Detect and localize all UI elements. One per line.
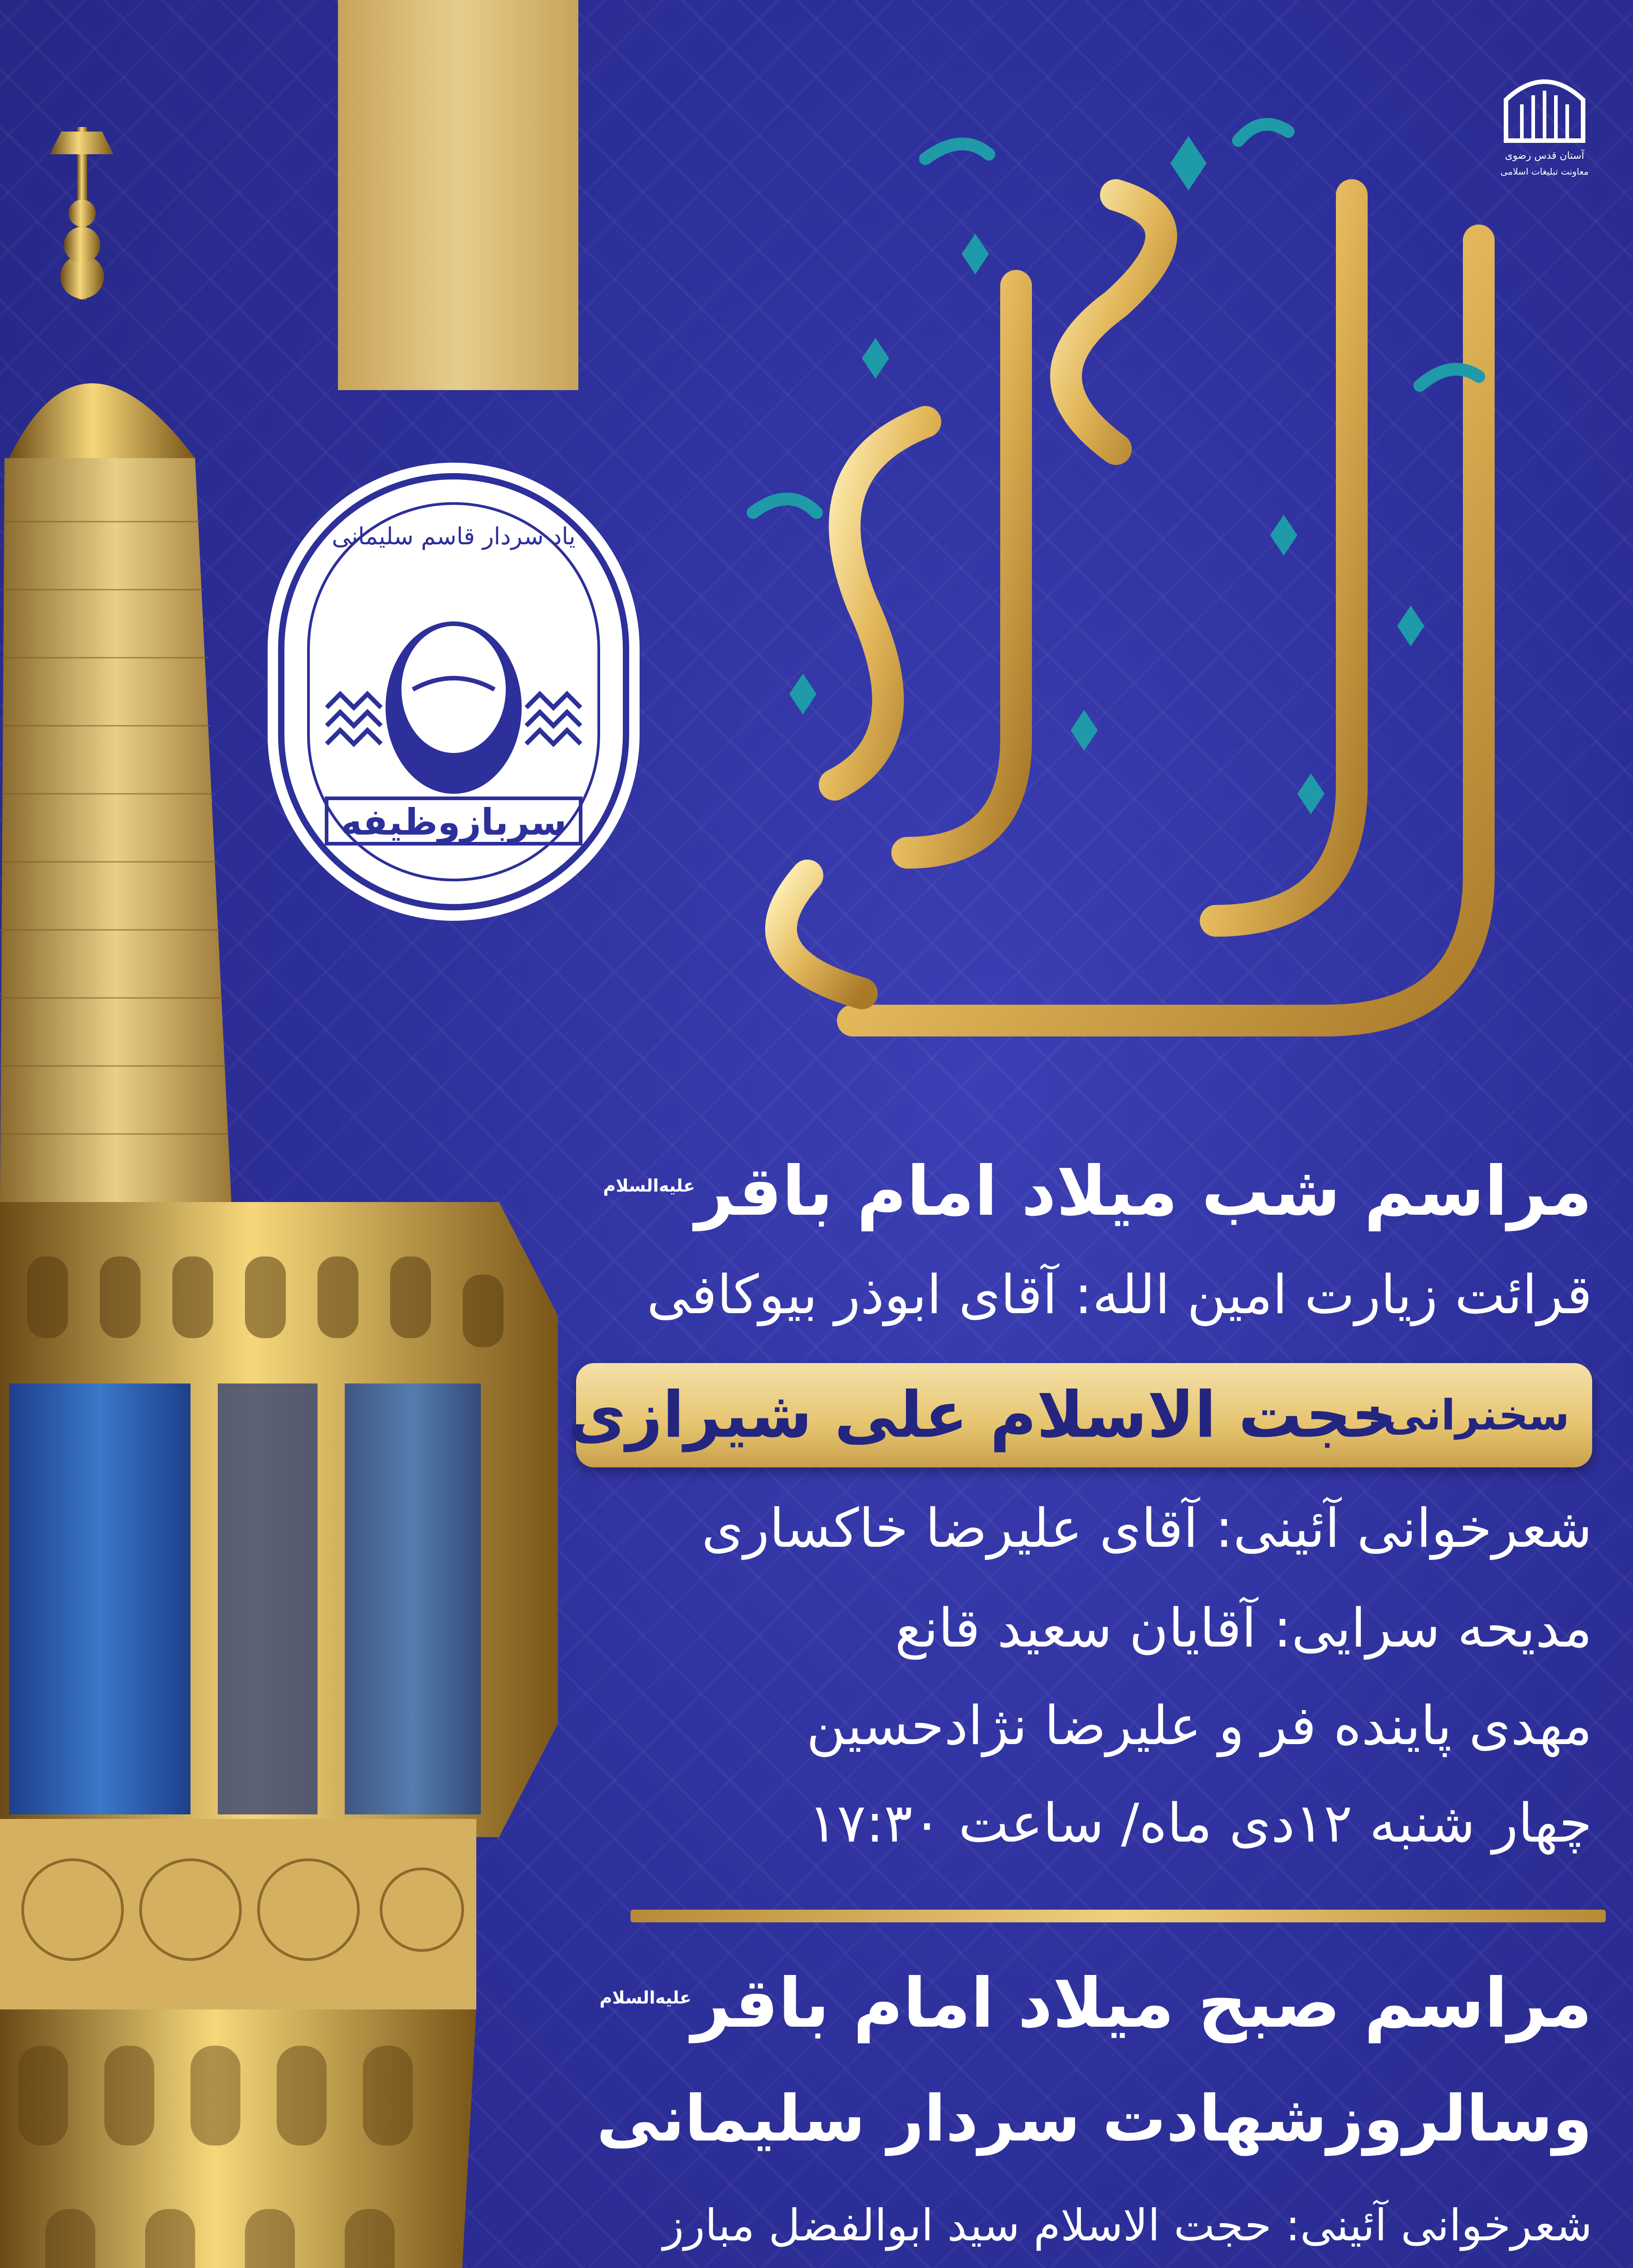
event2-block <box>558 1964 1592 2268</box>
event1-speaker-ribbon <box>567 1363 1592 1467</box>
soleimani-badge <box>259 454 649 930</box>
honorific: علیه‌السلام <box>603 1176 695 1196</box>
event2-poetry: شعرخوانی آئینی: حجت الاسلام سید ابوالفضل مبارز <box>663 2200 1592 2251</box>
calligraphy-ya-baqer-al-uloom <box>671 104 1560 1093</box>
event1-eulogy: مدیحه سرایی: آقایان سعید قانع <box>895 1597 1592 1659</box>
event1-title: مراسم شب میلاد امام باقر$^{علیه‌السلام}$ <box>603 1152 1592 1231</box>
minaret-image <box>0 113 590 2268</box>
badge-title: یاد سردار قاسم سلیمانی <box>332 523 576 550</box>
honorific: علیه‌السلام <box>599 1988 692 2008</box>
event1-eulogy-cont: مهدی پاینده فر و علیرضا نژادحسین <box>806 1694 1592 1757</box>
section-divider <box>631 1910 1606 1922</box>
event1-speaker-label: سخنرانی: <box>1366 1391 1569 1440</box>
event2-title: مراسم صبح میلاد امام باقر$^{علیه‌السلام}$ <box>599 1964 1592 2043</box>
badge-subtitle: سربازوظیفه <box>340 801 567 843</box>
event2-title2: وسالروزشهادت سردار سلیمانی <box>596 2082 1592 2156</box>
event1-poetry: شعرخوانی آئینی: آقای علیرضا خاکساری <box>701 1497 1592 1559</box>
event1-speaker-name: حجت الاسلام علی شیرازی <box>567 1378 1397 1452</box>
event1-time: چهار شنبه ۱۲دی ماه/ ساعت ۱۷:۳۰ <box>808 1792 1592 1854</box>
event1-ziyarat: قرائت زیارت امین الله: آقای ابوذر بیوکافی <box>646 1263 1592 1326</box>
event1-block <box>558 1152 1592 1878</box>
logo-text-line2: معاونت تبلیغات اسلامی <box>1500 166 1589 177</box>
logo-text-line1: آستان قدس رضوی <box>1505 150 1584 161</box>
